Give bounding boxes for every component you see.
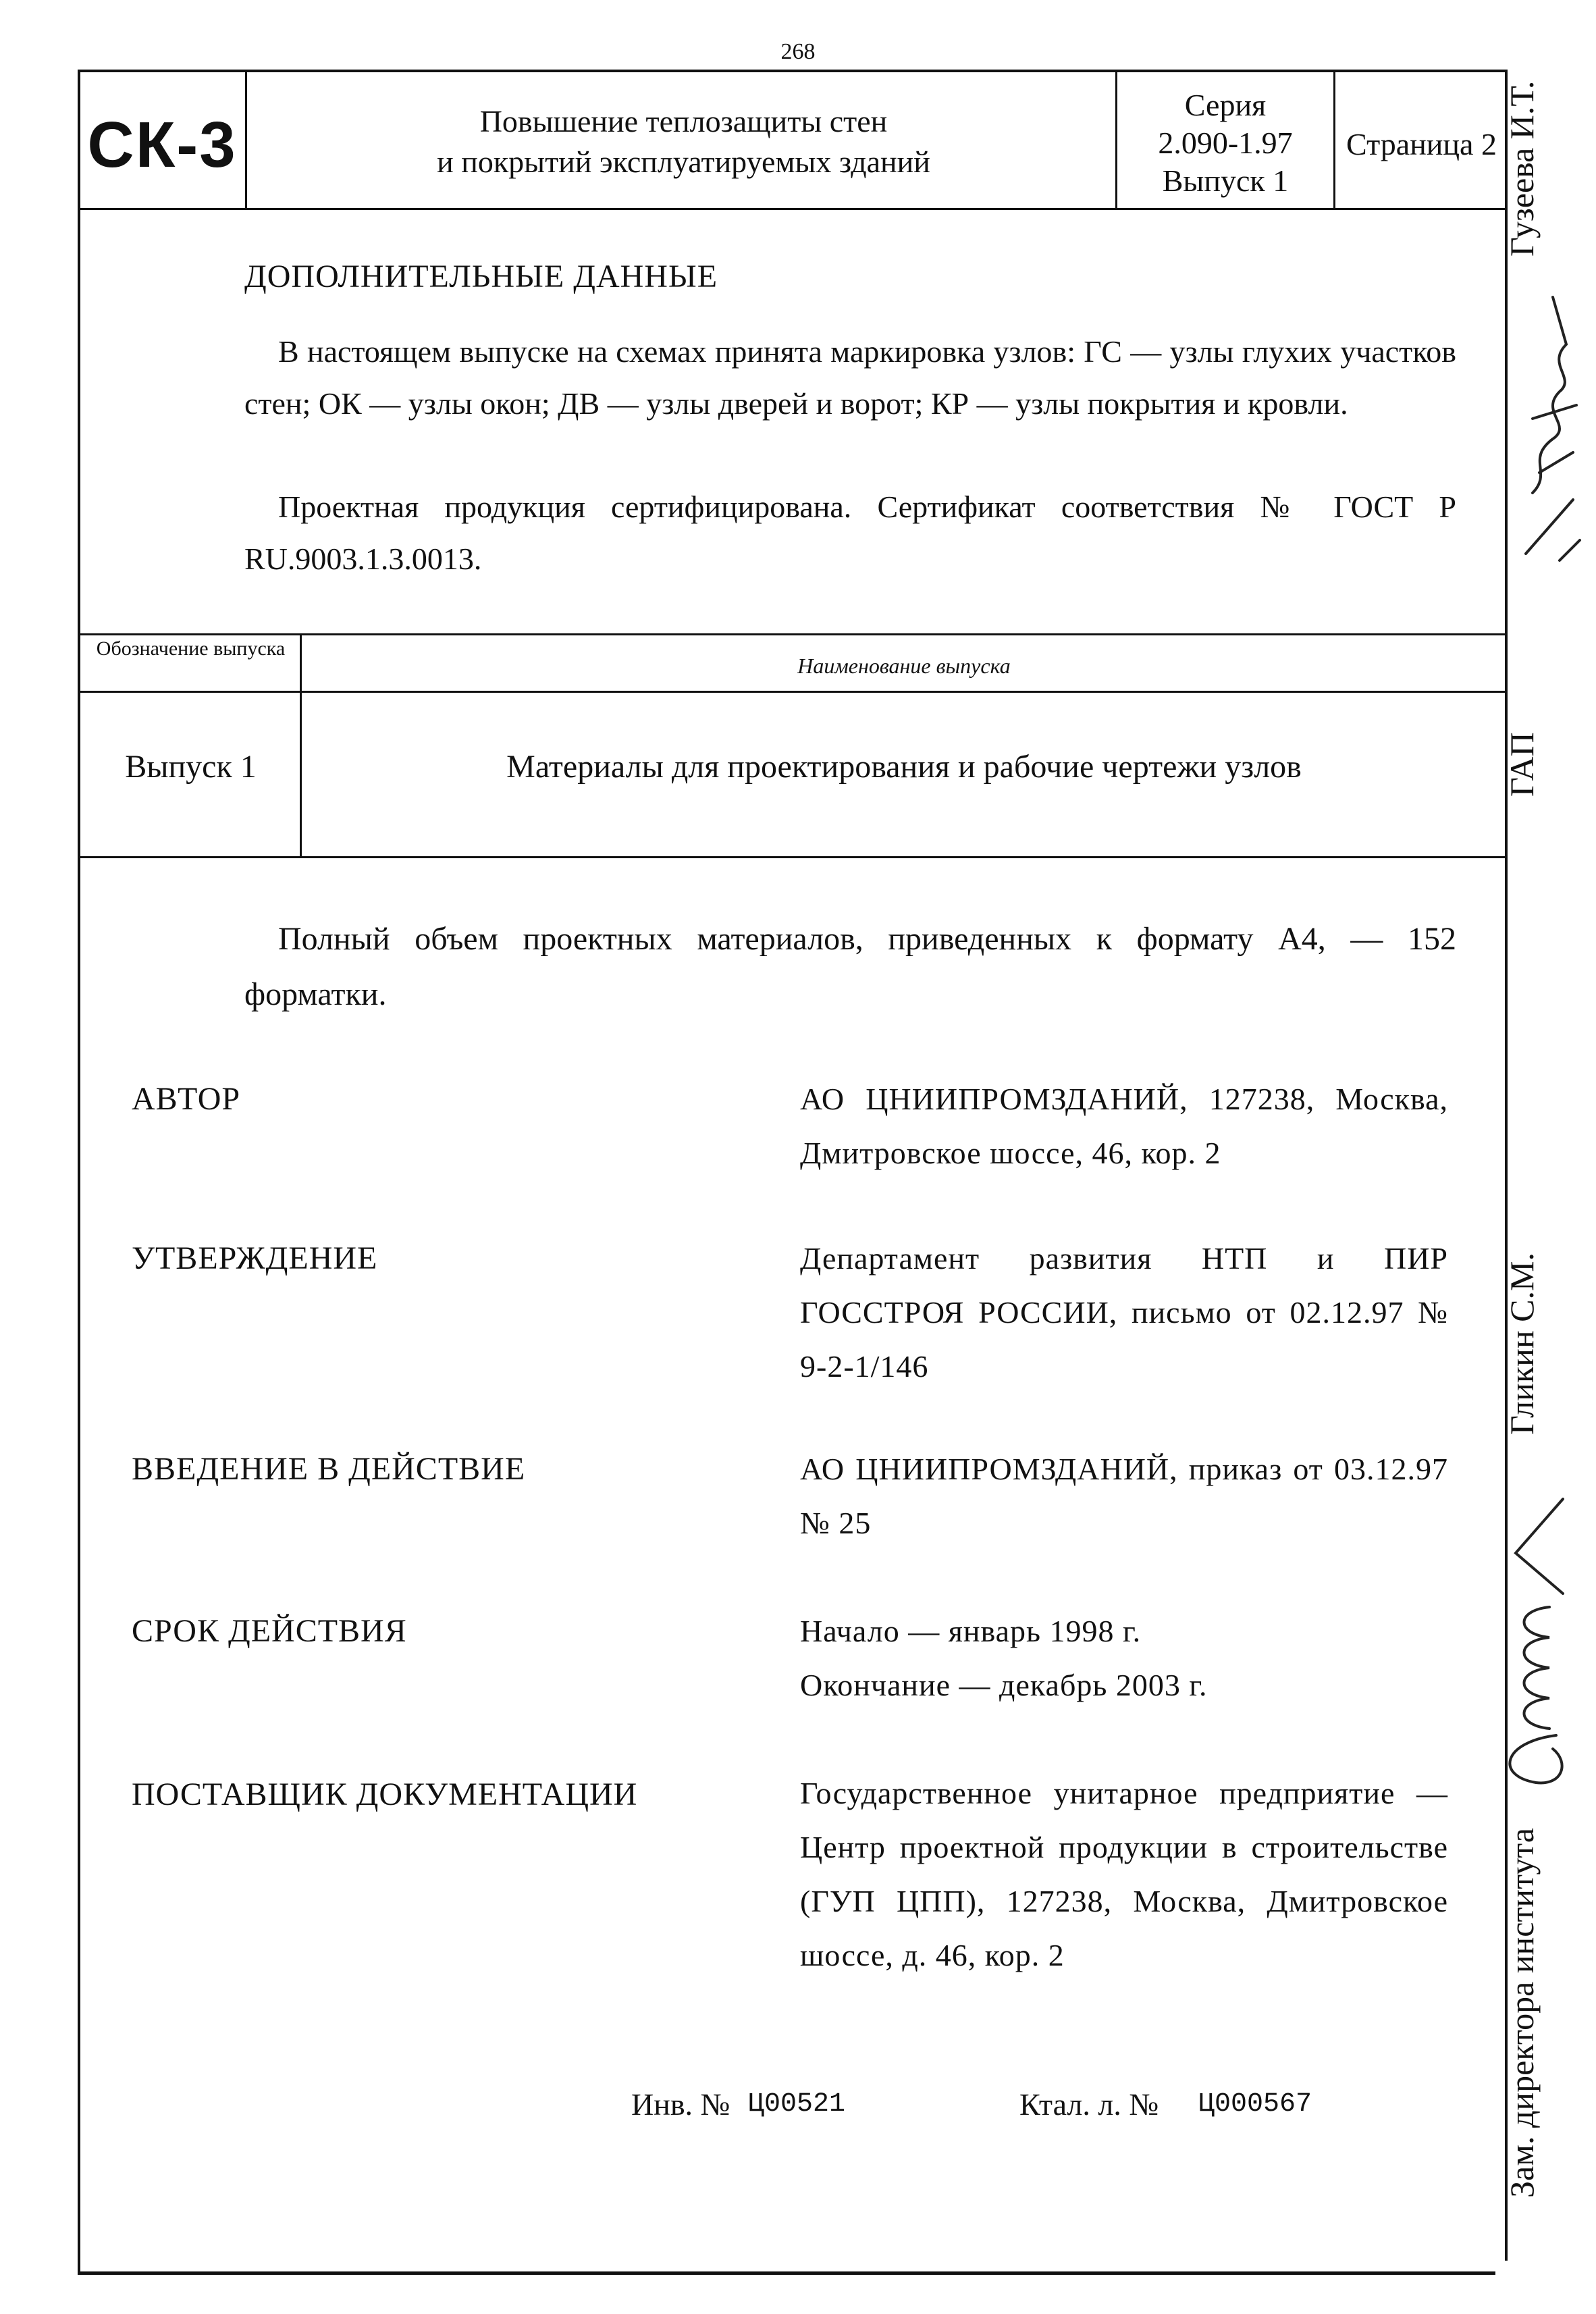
table-cell-designation: Выпуск 1 (125, 749, 257, 785)
info-label-enactment: ВВЕДЕНИЕ В ДЕЙСТВИЕ (132, 1451, 526, 1487)
series-number: 2.090-1.97 (1158, 126, 1293, 160)
table-column-divider (300, 633, 302, 858)
page-number: 268 (780, 39, 816, 64)
info-label-approval: УТВЕРЖДЕНИЕ (132, 1240, 378, 1276)
column-header-name: Наименование выпуска (797, 654, 1011, 678)
table-header-border (80, 691, 1508, 693)
info-label-validity: СРОК ДЕЙСТВИЯ (132, 1613, 407, 1649)
column-header-designation: Обозначение выпуска (96, 637, 286, 660)
side-gap-label: ГАП (1503, 732, 1541, 797)
signature-1-icon (1512, 270, 1587, 567)
info-value-enactment: АО ЦНИИПРОМЗДАНИЙ, приказ от 03.12.97 № 25 (800, 1452, 1448, 1540)
additional-paragraph: В настоящем выпуске на схемах принята маркировка узлов: ГС — узлы глухих участков стен; ОК — узлы окон; ДВ — узлы дверей и ворот; КР — узлы покрытия и кровли. (244, 334, 1456, 421)
info-label-supplier: ПОСТАВЩИК ДОКУМЕНТАЦИИ (132, 1777, 638, 1812)
info-value-supplier: Государственное унитарное предприятие — Центр проектной продукции в строительстве (ГУП ЦПП), 127238, Москва, Дмитровское шоссе, д. 46, кор. 2 (800, 1776, 1448, 1972)
issue-number: Выпуск 1 (1162, 163, 1289, 198)
section-title: ДОПОЛНИТЕЛЬНЫЕ ДАННЫЕ (244, 259, 718, 294)
catalog-label: Ктал. л. № (1019, 2087, 1159, 2122)
frame-top-border (80, 70, 1508, 72)
info-label-author: АВТОР (132, 1081, 241, 1117)
header-divider-1 (245, 70, 247, 209)
side-author-name: Гузеева И.Т. (1503, 80, 1541, 257)
document-title (250, 101, 1117, 182)
validity-start: Начало — январь 1998 г. (800, 1614, 1142, 1648)
inventory-number: Ц00521 (748, 2089, 846, 2120)
info-value-approval: Департамент развития НТП и ПИР ГОССТРОЯ РОССИИ, письмо от 02.12.97 № 9-2-1/146 (800, 1241, 1448, 1384)
volume-text: Полный объем проектных материалов, приведенных к формату А4, — 152 форматки. (244, 921, 1456, 1012)
table-top-border (80, 633, 1508, 635)
signature-2-icon (1489, 1492, 1583, 1789)
inventory-label: Инв. № (631, 2087, 730, 2122)
side-director-label: Зам. директора института (1503, 1828, 1541, 2198)
header-bottom-border (80, 208, 1508, 210)
series-info (1117, 86, 1333, 200)
title-line-2: и покрытий эксплуатируемых зданий (437, 144, 930, 179)
info-value-author: АО ЦНИИПРОМЗДАНИЙ, 127238, Москва, Дмитровское шоссе, 46, кор. 2 (800, 1082, 1448, 1170)
validity-end: Окончание — декабрь 2003 г. (800, 1668, 1208, 1702)
info-value-validity (800, 1604, 1448, 1712)
table-bottom-border (80, 856, 1508, 858)
side-approver-name: Гликин С.М. (1503, 1253, 1541, 1435)
catalog-number: Ц000567 (1198, 2089, 1312, 2120)
series-code: СК-3 (87, 109, 237, 181)
frame-left-border (78, 70, 80, 2274)
additional-paragraph: Проектная продукция сертифицирована. Сертификат соответствия № ГОСТ Р RU.9003.1.3.0013. (244, 490, 1456, 576)
page-label: Страница 2 (1346, 127, 1497, 161)
table-cell-name: Материалы для проектирования и рабочие чертежи узлов (506, 749, 1302, 785)
series-label: Серия (1184, 88, 1267, 122)
title-line-1: Повышение теплозащиты стен (479, 104, 888, 138)
frame-bottom-border (78, 2271, 1495, 2275)
